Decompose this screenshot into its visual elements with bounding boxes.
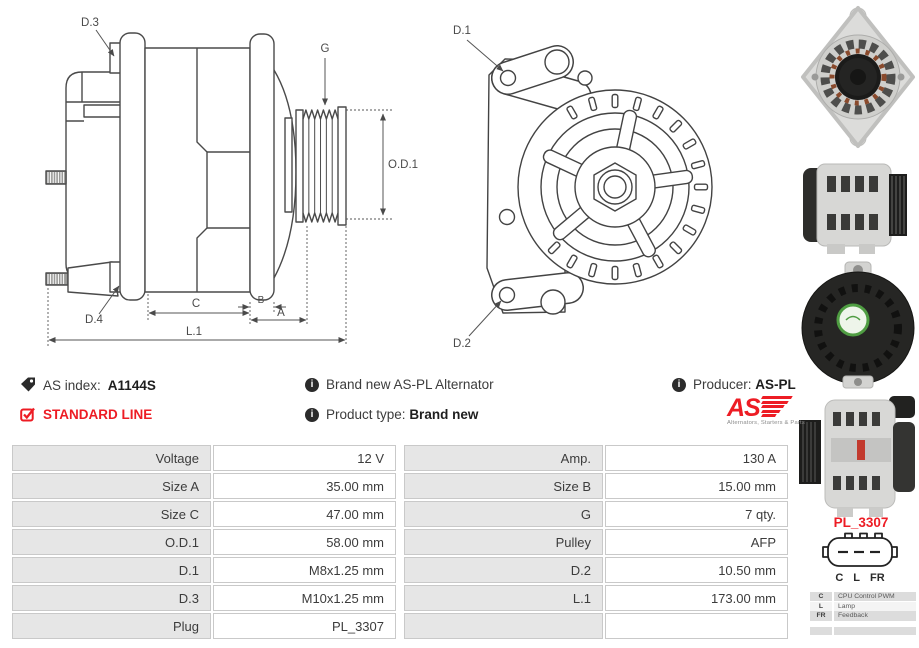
standard-line-row	[20, 407, 152, 422]
table-row	[404, 473, 788, 499]
table-row	[12, 613, 396, 639]
as-pl-logo	[727, 393, 805, 426]
product-photo-gallery	[795, 0, 919, 520]
pin-label-fr: FR	[870, 572, 885, 584]
legend-row: C CPU Control PWM	[810, 592, 916, 601]
as-index-value: A1144S	[107, 377, 156, 393]
spec-label	[404, 613, 603, 639]
legend-row-empty	[810, 627, 916, 636]
table-row	[404, 585, 788, 611]
table-row	[404, 501, 788, 527]
table-row	[404, 445, 788, 471]
as-pl-logo-stripes	[762, 396, 792, 417]
checkbox-checked-icon	[20, 407, 36, 422]
tag-icon	[20, 377, 36, 393]
brand-new-row	[305, 377, 494, 392]
info-icon: i	[305, 378, 319, 392]
info-icon: i	[672, 378, 686, 392]
info-icon: i	[305, 408, 319, 422]
dimension-labels	[453, 25, 471, 350]
threaded-stud-bottom	[46, 262, 118, 296]
spec-value: 12 V	[213, 445, 396, 471]
spec-value: 15.00 mm	[605, 473, 788, 499]
spec-value: 10.50 mm	[605, 557, 788, 583]
spec-value: 35.00 mm	[213, 473, 396, 499]
product-type-label: Product type:	[326, 407, 406, 422]
spec-value: 7 qty.	[605, 501, 788, 527]
table-row	[404, 529, 788, 555]
spec-value: 47.00 mm	[213, 501, 396, 527]
spec-table-left	[10, 443, 398, 641]
spec-label: Size C	[12, 501, 211, 527]
product-type-row	[305, 407, 478, 422]
product-photo-rear-view[interactable]	[797, 258, 919, 390]
spec-label: D.1	[12, 557, 211, 583]
pin-label-l: L	[853, 572, 860, 584]
table-row	[12, 445, 396, 471]
pulley	[296, 107, 346, 225]
threaded-stud-top	[46, 171, 66, 184]
table-row	[12, 585, 396, 611]
spec-value: 130 A	[605, 445, 788, 471]
label-d3: D.3	[81, 17, 99, 29]
plug-pin-labels	[813, 572, 907, 584]
spec-label: D.2	[404, 557, 603, 583]
product-photo-side-view-pulley-right[interactable]	[797, 152, 919, 258]
table-row	[404, 557, 788, 583]
producer-row	[672, 377, 796, 392]
legend-row: FR Feedback	[810, 611, 916, 620]
plug-pin-legend	[810, 592, 916, 636]
pin-label-c: C	[835, 572, 844, 584]
product-photo-side-view-pulley-left[interactable]	[797, 392, 919, 518]
spec-value: 173.00 mm	[605, 585, 788, 611]
spec-value	[605, 613, 788, 639]
label-b: B	[257, 295, 265, 306]
spec-value: M8x1.25 mm	[213, 557, 396, 583]
label-d4: D.4	[85, 314, 103, 326]
label-d2: D.2	[453, 338, 471, 350]
product-type-value: Brand new	[409, 407, 479, 422]
spec-value: 58.00 mm	[213, 529, 396, 555]
spec-label: G	[404, 501, 603, 527]
spec-label: Size A	[12, 473, 211, 499]
label-a: A	[277, 307, 285, 319]
spec-label: O.D.1	[12, 529, 211, 555]
table-row	[12, 529, 396, 555]
spec-label: Pulley	[404, 529, 603, 555]
producer-value: AS-PL	[755, 377, 796, 392]
table-row	[12, 501, 396, 527]
label-d1: D.1	[453, 25, 471, 37]
front-view-technical-drawing	[440, 0, 780, 360]
spec-label: D.3	[12, 585, 211, 611]
spec-value: M10x1.25 mm	[213, 585, 396, 611]
spec-label: Size B	[404, 473, 603, 499]
table-row	[404, 613, 788, 639]
as-pl-logo-tagline: Alternators, Starters & Parts	[727, 419, 805, 426]
spec-table-right	[402, 443, 790, 641]
table-row	[12, 473, 396, 499]
plug-code-title: PL_3307	[833, 515, 889, 530]
standard-line-label: STANDARD LINE	[43, 407, 153, 422]
spec-label: Amp.	[404, 445, 603, 471]
spec-value: AFP	[605, 529, 788, 555]
spec-label: L.1	[404, 585, 603, 611]
legend-row: L Lamp	[810, 602, 916, 611]
as-pl-logo-text: AS	[727, 393, 760, 422]
alternator-side-outline	[46, 33, 346, 300]
spec-value: PL_3307	[213, 613, 396, 639]
label-g: G	[320, 43, 330, 55]
brand-new-text: Brand new AS-PL Alternator	[326, 377, 494, 392]
producer-label: Producer:	[693, 377, 752, 392]
plug-connector-diagram	[815, 532, 905, 572]
spec-label: Plug	[12, 613, 211, 639]
label-l1: L.1	[186, 326, 202, 338]
alternator-front-outline	[487, 50, 712, 314]
label-od1: O.D.1	[388, 159, 419, 171]
side-view-technical-drawing	[0, 0, 430, 360]
as-index-row	[20, 377, 156, 393]
product-photo-front-view[interactable]	[797, 4, 919, 150]
as-index-label: AS index:	[43, 377, 101, 393]
table-row	[12, 557, 396, 583]
spec-label: Voltage	[12, 445, 211, 471]
label-c: C	[191, 298, 201, 310]
